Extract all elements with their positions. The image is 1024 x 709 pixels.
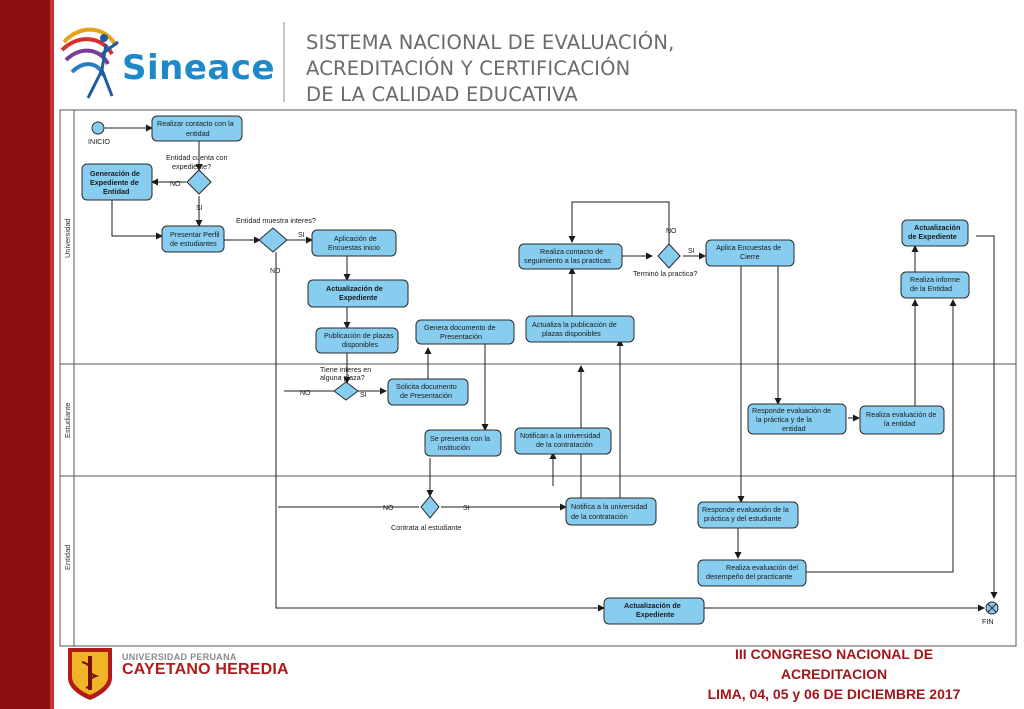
node-text: Se presenta con la <box>430 434 490 443</box>
diagram-edges <box>105 128 994 608</box>
start-label: INICIO <box>88 137 110 146</box>
start-node-icon <box>92 122 104 134</box>
node-text: práctica y del estudiante <box>704 514 782 523</box>
node-text: Realiza evaluación del <box>726 563 798 572</box>
node-text: expediente? <box>172 162 212 171</box>
node-text: Notifica a la universidad <box>571 502 648 511</box>
node-text: Realiza informe <box>910 275 960 284</box>
university-name-large: CAYETANO HEREDIA <box>122 661 289 678</box>
node-text: entidad <box>186 129 210 138</box>
congress-line: LIMA, 04, 05 y 06 DE DICIEMBRE 2017 <box>707 686 961 702</box>
congress-info <box>664 644 1004 704</box>
end-label: FIN <box>982 617 994 626</box>
diagram-nodes <box>82 116 998 624</box>
decision-entidad-muestra <box>259 228 287 252</box>
node-text: la práctica y de la <box>756 415 812 424</box>
node-text: Expediente de <box>90 178 139 187</box>
node-text: desempeño del practicante <box>706 572 793 581</box>
node-text: Publicación de plazas <box>324 331 394 340</box>
node-text: Entidad <box>103 187 130 196</box>
node-text: Actualización de <box>624 601 681 610</box>
header-title-line: DE LA CALIDAD EDUCATIVA <box>306 83 578 106</box>
node-text: de la contratación <box>536 440 593 449</box>
node-text: Tiene interes en <box>320 365 372 374</box>
node-text: alguna plaza? <box>320 373 365 382</box>
lane-label-estudiante: Estudiante <box>63 402 72 438</box>
edge-label-no: NO <box>270 268 281 275</box>
node-text: entidad <box>782 424 806 433</box>
header-title-line: SISTEMA NACIONAL DE EVALUACIÓN, <box>306 31 675 54</box>
node-text: Genera documento de <box>424 323 496 332</box>
edge-label-no: NO <box>666 228 677 235</box>
node-text: plazas disponibles <box>542 329 601 338</box>
node-text: de Presentación <box>400 391 452 400</box>
edge-label-si: SI <box>298 232 305 239</box>
node-text: de la contratación <box>571 512 628 521</box>
node-text: Aplica Encuestas de <box>716 243 782 252</box>
node-text: Responde evaluación de la <box>702 505 789 514</box>
node-text: Entidad cuenta con <box>166 153 228 162</box>
node-text: Actualización de <box>326 284 383 293</box>
edge-label-no: NO <box>383 505 394 512</box>
node-text: Actualiza la publicación de <box>532 320 617 329</box>
node-text: de Expediente <box>908 232 957 241</box>
decision-contrata <box>421 496 439 518</box>
node-text: Generación de <box>90 169 140 178</box>
node-text: Cierre <box>740 252 760 261</box>
header-divider <box>283 22 285 102</box>
header-title-line: ACREDITACIÓN Y CERTIFICACIÓN <box>306 57 631 80</box>
left-sidebar-bar <box>0 0 50 709</box>
node-text: Terminó la practica? <box>633 269 698 278</box>
node-text: institución <box>438 443 470 452</box>
edge-label-si: SI <box>196 205 203 212</box>
node-text: Aplicación de <box>334 234 377 243</box>
node-text: Realiza contacto de <box>540 247 604 256</box>
node-text: Responde evaluación de <box>752 406 832 415</box>
decision-termino-practica <box>658 244 680 268</box>
node-text: Contrata al estudiante <box>391 523 462 532</box>
edge-label-no: NO <box>300 390 311 397</box>
congress-line: III CONGRESO NACIONAL DE <box>734 646 934 662</box>
activity-diagram <box>58 108 1018 648</box>
node-text: Solicita documento <box>396 382 457 391</box>
node-text: la entidad <box>884 419 916 428</box>
edge-label-si: SI <box>360 392 367 399</box>
edge-label-si: SI <box>688 248 695 255</box>
node-text: seguimiento a las practicas <box>524 256 611 265</box>
decision-tiene-interes <box>334 382 358 400</box>
node-text: Expediente <box>339 293 378 302</box>
left-sidebar-edge <box>50 0 54 709</box>
edge-label-si: SI <box>463 505 470 512</box>
node-text: Presentación <box>440 332 482 341</box>
node-text: Presentar Perfil <box>170 230 220 239</box>
university-name-small: UNIVERSIDAD PERUANA <box>122 652 237 662</box>
node-text: Expediente <box>636 610 675 619</box>
edge-label-no: NO <box>170 181 181 188</box>
node-text: Encuestas inicio <box>328 243 380 252</box>
node-text: Realiza evaluación de <box>866 410 937 419</box>
node-text: disponibles <box>342 340 378 349</box>
lane-label-entidad: Entidad <box>63 544 72 570</box>
node-text: Realizar contacto con la <box>157 119 234 128</box>
node-text: de estudiantes <box>170 239 217 248</box>
node-text: Actualización <box>914 223 961 232</box>
decision-entidad-cuenta <box>187 170 211 194</box>
congress-line: ACREDITACION <box>780 666 888 682</box>
diagram-frame <box>60 110 1016 646</box>
brand-name: Sineace <box>122 48 276 88</box>
header-title <box>306 30 675 108</box>
node-text: Entidad muestra interes? <box>236 216 316 225</box>
cayetano-heredia-logo-icon <box>62 644 118 702</box>
node-text: Notifican a la universidad <box>520 431 601 440</box>
lane-label-universidad: Universidad <box>63 218 72 258</box>
node-text: de la Entidad <box>910 284 952 293</box>
